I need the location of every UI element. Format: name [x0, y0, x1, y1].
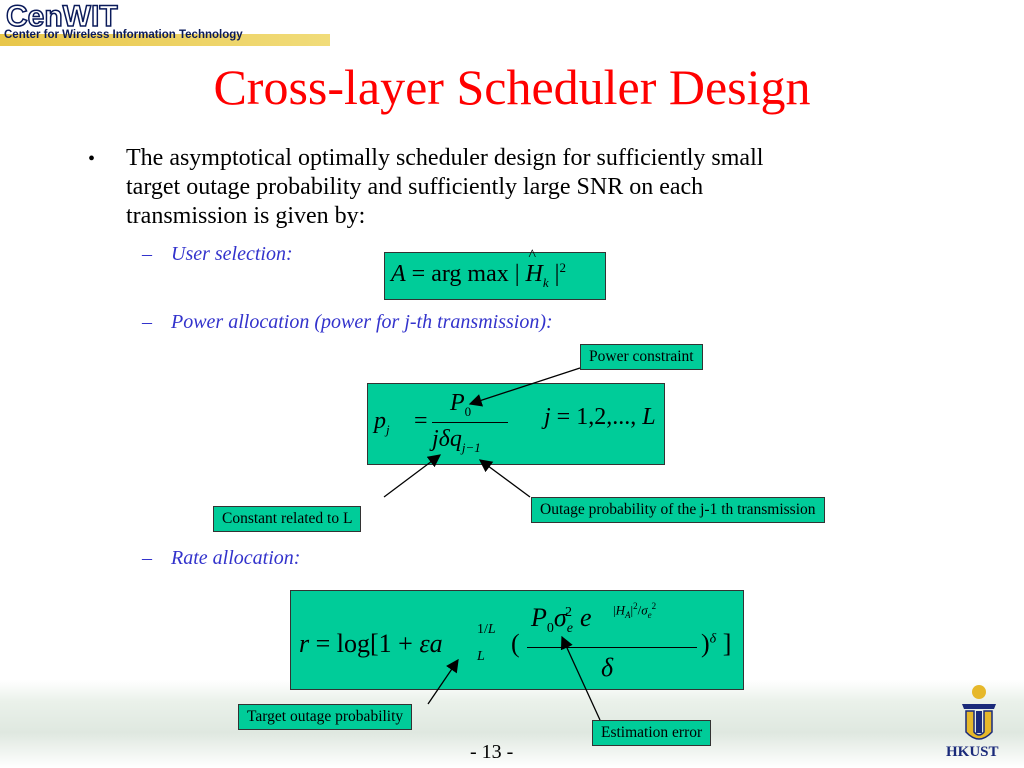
- bullet-line-1: The asymptotical optimally scheduler design for sufficiently small: [126, 145, 764, 171]
- main-bullet-text: [126, 144, 763, 231]
- outage-previous-arrow: [480, 460, 530, 497]
- rate-allocation-equation: r = log[1 + εa 1/L L ( $P_0\sigma_e^2$ e $|H_A|^2/\sigma_e^2$ δ )$^\delta$ ]: [290, 590, 744, 690]
- bullet-line-2: target outage probability and sufficiently large SNR on each: [126, 174, 704, 200]
- rate-allocation-label: Rate allocation:: [171, 547, 301, 569]
- target-outage-note: Target outage probability: [238, 704, 412, 730]
- hkust-label: HKUST: [946, 744, 999, 760]
- estimation-error-note: Estimation error: [592, 720, 711, 746]
- sub-dash-power: –: [142, 311, 152, 333]
- constant-L-note: Constant related to L: [213, 506, 361, 532]
- power-allocation-label: Power allocation (power for j-th transmission):: [171, 311, 553, 333]
- bullet-dot: •: [88, 148, 96, 170]
- bullet-line-3: transmission is given by:: [126, 203, 366, 229]
- power-allocation-equation: $p_j$ = $P_0$ jδq$_{j-1}$ j = 1,2,..., L: [367, 383, 665, 465]
- power-constraint-note: Power constraint: [580, 344, 703, 370]
- cenwit-logo-subtitle: Center for Wireless Information Technology: [4, 29, 243, 41]
- hkust-emblem-icon: [950, 682, 1008, 744]
- user-selection-equation: A = arg max | H ^ $_k$ $|^2$: [384, 252, 606, 300]
- sub-dash-rate: –: [142, 547, 152, 569]
- sub-dash-user: –: [142, 243, 152, 265]
- slide-title: Cross-layer Scheduler Design: [213, 59, 811, 115]
- cenwit-logo: CenWIT: [6, 0, 118, 33]
- user-selection-label: User selection:: [171, 243, 293, 265]
- outage-previous-note: Outage probability of the j-1 th transmission: [531, 497, 825, 523]
- page-number: - 13 -: [470, 741, 514, 763]
